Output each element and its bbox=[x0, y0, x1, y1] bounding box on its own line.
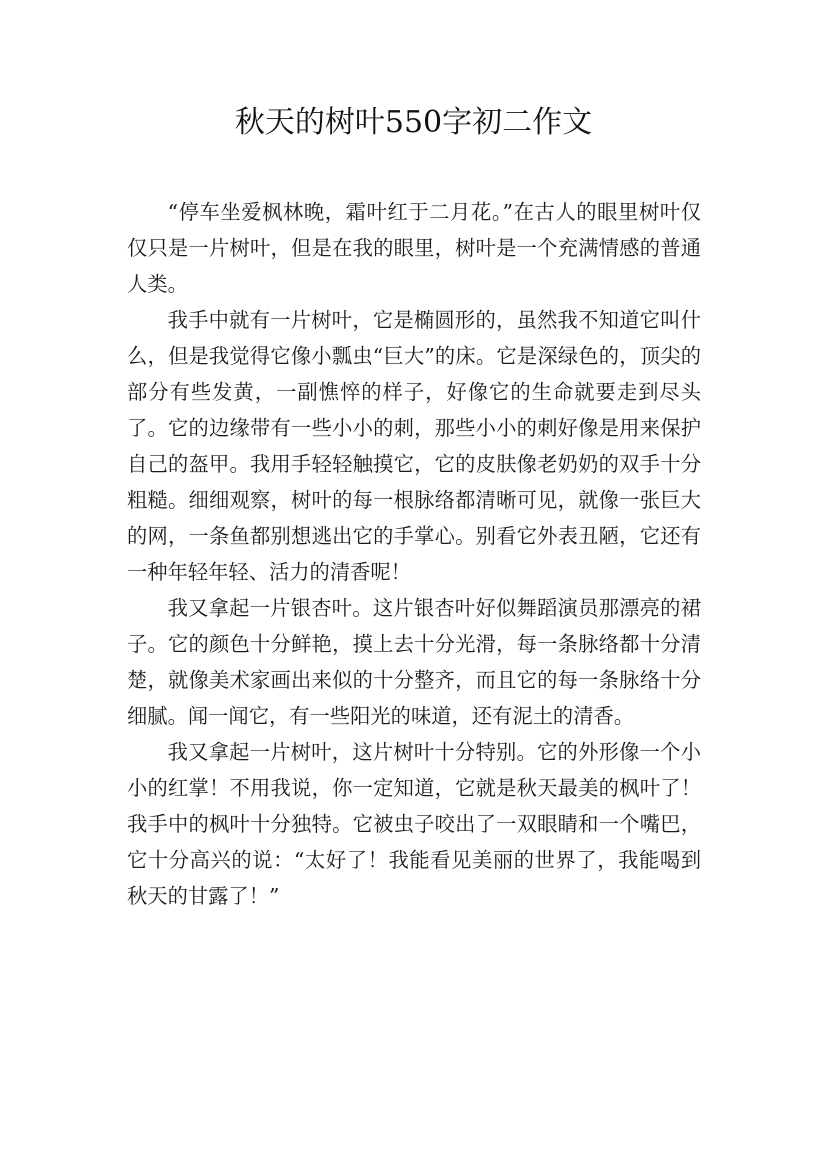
paragraph-3: 我又拿起一片银杏叶。这片银杏叶好似舞蹈演员那漂亮的裙子。它的颜色十分鲜艳，摸上去十分光滑，每一条脉络都十分清楚，就像美术家画出来似的十分整齐，而且它的每一条脉络十分细腻。闻一闻它，有一些阳光的味道，还有泥土的清香。 bbox=[127, 596, 701, 728]
document-title: 秋天的树叶550字初二作文 bbox=[234, 105, 593, 140]
paragraph-1: “停车坐爱枫林晚，霜叶红于二月花。”在古人的眼里树叶仅仅只是一片树叶，但是在我的眼里，树叶是一个充满情感的普通人类。 bbox=[127, 200, 701, 296]
paragraph-4: 我又拿起一片树叶，这片树叶十分特别。它的外形像一个小小的红掌！不用我说，你一定知道，它就是秋天最美的枫叶了！我手中的枫叶十分独特。它被虫子咬出了一双眼睛和一个嘴巴，它十分高兴的说：“太好了！我能看见美丽的世界了，我能喝到秋天的甘露了！” bbox=[127, 740, 701, 908]
document-body bbox=[127, 194, 701, 914]
paragraph-2: 我手中就有一片树叶，它是椭圆形的，虽然我不知道它叫什么，但是我觉得它像小瓢虫“巨大”的床。它是深绿色的，顶尖的部分有些发黄，一副憔悴的样子，好像它的生命就要走到尽头了。它的边缘带有一些小小的刺，那些小小的刺好像是用来保护自己的盔甲。我用手轻轻触摸它，它的皮肤像老奶奶的双手十分粗糙。细细观察，树叶的每一根脉络都清晰可见，就像一张巨大的网，一条鱼都别想逃出它的手掌心。别看它外表丑陋，它还有一种年轻年轻、活力的清香呢！ bbox=[127, 308, 701, 584]
